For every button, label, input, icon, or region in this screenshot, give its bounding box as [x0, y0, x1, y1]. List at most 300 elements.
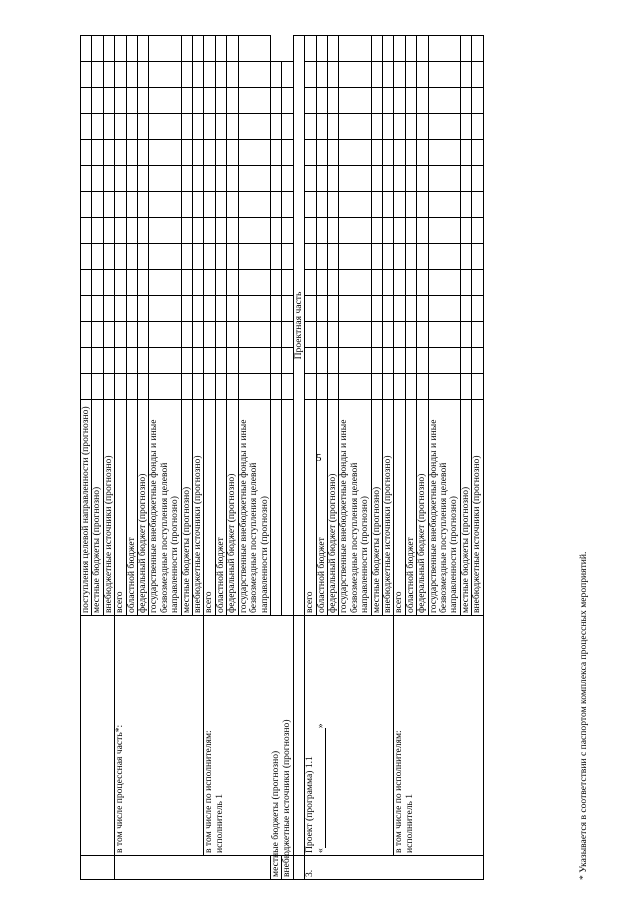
- value-cell: [382, 140, 393, 166]
- value-cell: [138, 62, 149, 88]
- value-cell: [204, 140, 215, 166]
- value-cell: [339, 62, 371, 88]
- quote-open: «: [314, 848, 326, 853]
- value-cell: [126, 192, 137, 218]
- value-cell: [460, 374, 471, 400]
- source-cell: [227, 400, 238, 616]
- value-cell: [149, 114, 181, 140]
- value-cell: [371, 348, 382, 374]
- value-cell: [227, 114, 238, 140]
- value-cell: [92, 348, 103, 374]
- value-cell: [181, 140, 192, 166]
- value-cell: [270, 270, 281, 296]
- value-cell: [238, 322, 270, 348]
- value-cell: [115, 114, 126, 140]
- value-cell: [316, 88, 327, 114]
- num-cell: [293, 856, 304, 880]
- value-cell: [394, 166, 405, 192]
- value-cell: [270, 296, 281, 322]
- executors-header: в том числе по исполнителям:: [203, 730, 215, 853]
- value-cell: [282, 296, 293, 322]
- source-label: всего: [114, 591, 126, 613]
- value-cell: [472, 62, 483, 88]
- value-cell: [460, 218, 471, 244]
- value-cell: [405, 62, 416, 88]
- value-cell: [327, 296, 338, 322]
- value-cell: [472, 88, 483, 114]
- value-cell: [460, 192, 471, 218]
- value-cell: [193, 192, 204, 218]
- value-cell: [394, 192, 405, 218]
- value-cell: [149, 140, 181, 166]
- value-cell: [405, 218, 416, 244]
- source-cell: [316, 400, 327, 616]
- value-cell: [149, 192, 181, 218]
- value-cell: [428, 192, 460, 218]
- value-cell: [382, 296, 393, 322]
- value-cell: [305, 218, 316, 244]
- value-cell: [382, 36, 393, 62]
- value-cell: [382, 244, 393, 270]
- value-cell: [238, 374, 270, 400]
- value-cell: [472, 270, 483, 296]
- value-cell: [270, 400, 281, 616]
- value-cell: [149, 374, 181, 400]
- value-cell: [405, 114, 416, 140]
- footnote: * Указывается в соответствии с паспортом комплекса процессных мероприятий.: [578, 551, 589, 880]
- source-cell: [305, 400, 316, 616]
- source-cell: [193, 400, 204, 616]
- value-cell: [382, 88, 393, 114]
- value-cell: [204, 88, 215, 114]
- blank-line: [325, 728, 326, 848]
- value-cell: [327, 62, 338, 88]
- executor-label: исполнитель 1: [213, 793, 225, 853]
- value-cell: [371, 88, 382, 114]
- value-cell: [394, 88, 405, 114]
- value-cell: [327, 322, 338, 348]
- value-cell: [238, 270, 270, 296]
- table-row: [305, 36, 316, 880]
- table-row: [115, 36, 126, 880]
- value-cell: [305, 374, 316, 400]
- value-cell: [92, 218, 103, 244]
- value-cell: [270, 374, 281, 400]
- value-cell: [193, 296, 204, 322]
- source-label: внебюджетные источники (прогнозно): [281, 719, 293, 877]
- value-cell: [138, 374, 149, 400]
- value-cell: [103, 88, 114, 114]
- value-cell: [339, 192, 371, 218]
- value-cell: [126, 374, 137, 400]
- value-cell: [405, 192, 416, 218]
- value-cell: [103, 192, 114, 218]
- value-cell: [371, 322, 382, 348]
- source-cell: [460, 400, 471, 616]
- value-cell: [394, 374, 405, 400]
- value-cell: [305, 166, 316, 192]
- value-cell: [394, 36, 405, 62]
- value-cell: [305, 192, 316, 218]
- source-label: областной бюджет: [404, 537, 416, 613]
- value-cell: [81, 270, 92, 296]
- source-label: местные бюджеты (прогнозно): [269, 750, 281, 877]
- source-label: государственные внебюджетные фонды и иные безвозмездные поступления целевой направленности (прогнозно): [148, 419, 181, 613]
- value-cell: [81, 374, 92, 400]
- value-cell: [394, 296, 405, 322]
- value-cell: [305, 244, 316, 270]
- value-cell: [204, 296, 215, 322]
- value-cell: [472, 244, 483, 270]
- value-cell: [103, 114, 114, 140]
- value-cell: [417, 140, 428, 166]
- value-cell: [460, 114, 471, 140]
- value-cell: [81, 166, 92, 192]
- value-cell: [181, 88, 192, 114]
- value-cell: [204, 218, 215, 244]
- value-cell: [193, 140, 204, 166]
- value-cell: [92, 62, 103, 88]
- value-cell: [371, 114, 382, 140]
- value-cell: [428, 114, 460, 140]
- value-cell: [238, 88, 270, 114]
- value-cell: [472, 192, 483, 218]
- value-cell: [270, 166, 281, 192]
- source-label: внебюджетные источники (прогнозно): [102, 455, 114, 613]
- value-cell: [428, 62, 460, 88]
- value-cell: [316, 322, 327, 348]
- source-label: государственные внебюджетные фонды и иные безвозмездные поступления целевой направленности (прогнозно): [338, 419, 371, 613]
- value-cell: [460, 36, 471, 62]
- value-cell: [428, 296, 460, 322]
- value-cell: [227, 36, 238, 62]
- value-cell: [103, 62, 114, 88]
- value-cell: [138, 140, 149, 166]
- value-cell: [382, 114, 393, 140]
- value-cell: [417, 62, 428, 88]
- value-cell: [238, 244, 270, 270]
- value-cell: [204, 270, 215, 296]
- source-label: государственные внебюджетные фонды и иные безвозмездные поступления целевой направленности (прогнозно): [237, 419, 270, 613]
- value-cell: [339, 322, 371, 348]
- value-cell: [282, 322, 293, 348]
- value-cell: [149, 62, 181, 88]
- value-cell: [460, 88, 471, 114]
- num-cell: [115, 856, 271, 880]
- value-cell: [103, 296, 114, 322]
- value-cell: [115, 348, 126, 374]
- value-cell: [371, 296, 382, 322]
- value-cell: [460, 296, 471, 322]
- value-cell: [126, 140, 137, 166]
- table-row: [270, 36, 281, 880]
- source-cell: [215, 400, 226, 616]
- source-label: местные бюджеты (прогнозно): [370, 486, 382, 613]
- value-cell: [339, 140, 371, 166]
- value-cell: [339, 114, 371, 140]
- value-cell: [394, 348, 405, 374]
- value-cell: [138, 192, 149, 218]
- value-cell: [92, 140, 103, 166]
- value-cell: [126, 88, 137, 114]
- value-cell: [316, 218, 327, 244]
- num-cell: [81, 856, 115, 880]
- value-cell: [327, 270, 338, 296]
- value-cell: [428, 374, 460, 400]
- value-cell: [417, 114, 428, 140]
- value-cell: [181, 166, 192, 192]
- value-cell: [204, 374, 215, 400]
- value-cell: [371, 62, 382, 88]
- value-cell: [282, 374, 293, 400]
- value-cell: [339, 166, 371, 192]
- value-cell: [316, 296, 327, 322]
- row-number: 3.: [304, 869, 316, 877]
- value-cell: [181, 62, 192, 88]
- value-cell: [126, 166, 137, 192]
- value-cell: [394, 322, 405, 348]
- value-cell: [103, 270, 114, 296]
- value-cell: [103, 322, 114, 348]
- value-cell: [394, 218, 405, 244]
- value-cell: [428, 322, 460, 348]
- value-cell: [394, 244, 405, 270]
- value-cell: [316, 36, 327, 62]
- value-cell: [405, 296, 416, 322]
- source-cell: [382, 400, 393, 616]
- value-cell: [227, 296, 238, 322]
- value-cell: [138, 114, 149, 140]
- value-cell: [115, 322, 126, 348]
- source-label: областной бюджет: [214, 537, 226, 613]
- value-cell: [316, 114, 327, 140]
- table-body: [81, 36, 484, 880]
- source-label: федеральный бюджет (прогнозно): [137, 473, 149, 613]
- value-cell: [270, 348, 281, 374]
- source-cell: [417, 400, 428, 616]
- name-cell: [81, 616, 115, 856]
- value-cell: [460, 140, 471, 166]
- value-cell: [405, 244, 416, 270]
- value-cell: [417, 166, 428, 192]
- value-cell: [138, 270, 149, 296]
- value-cell: [371, 140, 382, 166]
- value-cell: [227, 374, 238, 400]
- value-cell: [215, 36, 226, 62]
- source-label: местные бюджеты (прогнозно): [180, 486, 192, 613]
- value-cell: [193, 218, 204, 244]
- source-label: государственные внебюджетные фонды и иные безвозмездные поступления целевой направленности (прогнозно): [427, 419, 460, 613]
- value-cell: [371, 218, 382, 244]
- funding-table: [80, 35, 484, 880]
- value-cell: [204, 244, 215, 270]
- value-cell: [394, 114, 405, 140]
- value-cell: [193, 348, 204, 374]
- value-cell: [215, 114, 226, 140]
- value-cell: [115, 140, 126, 166]
- value-cell: [316, 244, 327, 270]
- source-label: местные бюджеты (прогнозно): [459, 486, 471, 613]
- rotated-table-page: [80, 60, 589, 880]
- source-label: всего: [304, 591, 316, 613]
- value-cell: [81, 296, 92, 322]
- value-cell: [472, 166, 483, 192]
- source-cell: [181, 400, 192, 616]
- value-cell: [215, 218, 226, 244]
- source-label: областной бюджет: [315, 537, 327, 613]
- value-cell: [282, 244, 293, 270]
- value-cell: [327, 166, 338, 192]
- value-cell: [382, 322, 393, 348]
- value-cell: [339, 88, 371, 114]
- project-section-title: Проектная часть: [292, 291, 304, 360]
- value-cell: [149, 322, 181, 348]
- value-cell: [382, 348, 393, 374]
- source-cell: [472, 400, 483, 616]
- value-cell: [103, 244, 114, 270]
- value-cell: [305, 114, 316, 140]
- source-cell: [149, 400, 181, 616]
- value-cell: [204, 36, 215, 62]
- value-cell: [115, 36, 126, 62]
- value-cell: [181, 218, 192, 244]
- value-cell: [371, 374, 382, 400]
- source-label: внебюджетные источники (прогнозно): [471, 455, 483, 613]
- value-cell: [417, 218, 428, 244]
- value-cell: [405, 348, 416, 374]
- value-cell: [215, 244, 226, 270]
- value-cell: [238, 218, 270, 244]
- value-cell: [382, 192, 393, 218]
- source-label: всего: [393, 591, 405, 613]
- value-cell: [417, 322, 428, 348]
- value-cell: [460, 348, 471, 374]
- value-cell: [327, 218, 338, 244]
- value-cell: [193, 270, 204, 296]
- value-cell: [460, 270, 471, 296]
- value-cell: [316, 348, 327, 374]
- value-cell: [316, 166, 327, 192]
- value-cell: [138, 36, 149, 62]
- value-cell: [103, 374, 114, 400]
- value-cell: [305, 348, 316, 374]
- value-cell: [428, 270, 460, 296]
- value-cell: [238, 348, 270, 374]
- value-cell: [316, 270, 327, 296]
- value-cell: [460, 244, 471, 270]
- value-cell: [149, 270, 181, 296]
- value-cell: [126, 296, 137, 322]
- value-cell: [472, 36, 483, 62]
- value-cell: [394, 62, 405, 88]
- source-cell: [103, 400, 114, 616]
- value-cell: [472, 140, 483, 166]
- value-cell: [417, 270, 428, 296]
- source-cell: [339, 400, 371, 616]
- value-cell: [227, 88, 238, 114]
- source-label: внебюджетные источники (прогнозно): [381, 455, 393, 613]
- value-cell: [138, 218, 149, 244]
- value-cell: [126, 348, 137, 374]
- value-cell: [382, 374, 393, 400]
- value-cell: [405, 140, 416, 166]
- value-cell: [339, 244, 371, 270]
- value-cell: [371, 192, 382, 218]
- source-cell: [92, 400, 103, 616]
- source-cell: [371, 400, 382, 616]
- value-cell: [92, 374, 103, 400]
- value-cell: [339, 36, 371, 62]
- value-cell: [472, 296, 483, 322]
- source-label: федеральный бюджет (прогнозно): [416, 473, 428, 613]
- value-cell: [327, 348, 338, 374]
- value-cell: [428, 36, 460, 62]
- value-cell: [115, 296, 126, 322]
- value-cell: [282, 192, 293, 218]
- value-cell: [339, 348, 371, 374]
- source-cell: [138, 400, 149, 616]
- value-cell: [204, 322, 215, 348]
- value-cell: [282, 270, 293, 296]
- value-cell: [405, 270, 416, 296]
- value-cell: [305, 296, 316, 322]
- value-cell: [193, 62, 204, 88]
- value-cell: [115, 270, 126, 296]
- value-cell: [215, 348, 226, 374]
- value-cell: [327, 244, 338, 270]
- name-cell: [394, 616, 483, 856]
- value-cell: [327, 36, 338, 62]
- value-cell: [103, 218, 114, 244]
- value-cell: [339, 270, 371, 296]
- value-cell: [92, 244, 103, 270]
- value-cell: [428, 166, 460, 192]
- value-cell: [138, 88, 149, 114]
- value-cell: [305, 322, 316, 348]
- value-cell: [227, 218, 238, 244]
- value-cell: [227, 140, 238, 166]
- value-cell: [126, 114, 137, 140]
- value-cell: [204, 192, 215, 218]
- source-label: поступления целевой направленности (прогнозно): [80, 406, 91, 613]
- value-cell: [270, 88, 281, 114]
- value-cell: [215, 270, 226, 296]
- source-label: местные бюджеты (прогнозно): [91, 486, 103, 613]
- value-cell: [227, 270, 238, 296]
- value-cell: [215, 88, 226, 114]
- value-cell: [204, 62, 215, 88]
- value-cell: [428, 348, 460, 374]
- value-cell: [215, 62, 226, 88]
- value-cell: [149, 348, 181, 374]
- value-cell: [339, 218, 371, 244]
- value-cell: [193, 374, 204, 400]
- project-title: Проект (программа) 1.1: [304, 756, 316, 853]
- value-cell: [181, 322, 192, 348]
- value-cell: [417, 348, 428, 374]
- value-cell: [138, 166, 149, 192]
- source-cell: [394, 400, 405, 616]
- source-cell: [428, 400, 460, 616]
- project-executors-header: в том числе по исполнителям:: [393, 730, 405, 853]
- value-cell: [282, 166, 293, 192]
- value-cell: [193, 322, 204, 348]
- value-cell: [181, 296, 192, 322]
- value-cell: [92, 270, 103, 296]
- value-cell: [181, 244, 192, 270]
- value-cell: [103, 166, 114, 192]
- value-cell: [138, 296, 149, 322]
